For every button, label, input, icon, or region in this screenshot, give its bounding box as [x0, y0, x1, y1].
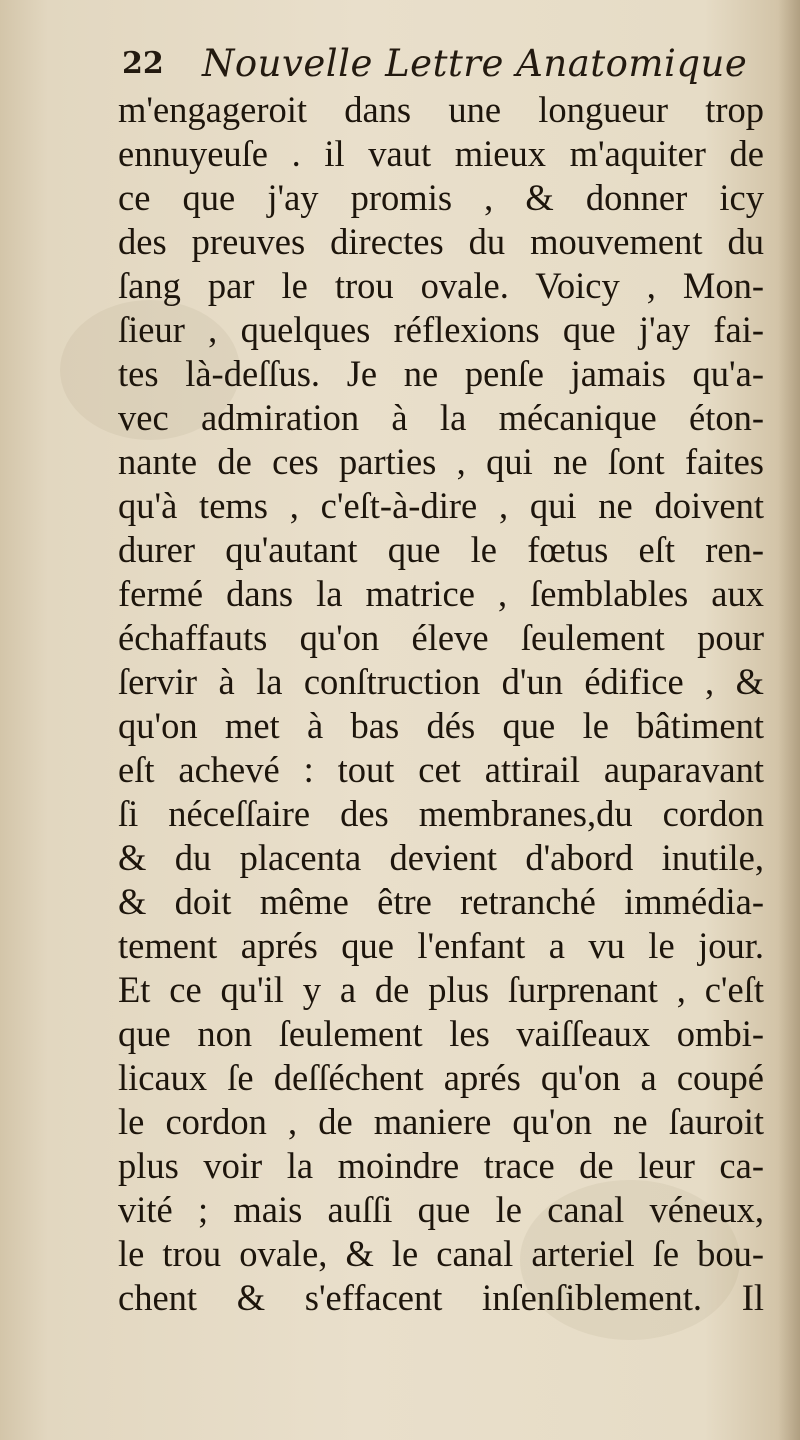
- text-line: vec admiration à la mécanique éton-: [118, 397, 764, 438]
- text-line: plus voir la moindre trace de leur ca-: [118, 1145, 764, 1186]
- text-line: vité ; mais auſſi que le canal véneux,: [118, 1189, 764, 1230]
- text-line: que non ſeulement les vaiſſeaux ombi-: [118, 1013, 764, 1054]
- page-number: 22: [122, 46, 164, 81]
- text-line: échaffauts qu'on éleve ſeulement pour: [118, 617, 764, 658]
- text-line: des preuves directes du mouvement du: [118, 221, 764, 262]
- text-line: ce que j'ay promis , & donner icy: [118, 177, 764, 218]
- text-line: le trou ovale, & le canal arteriel ſe bou-: [118, 1233, 764, 1274]
- text-line: tement aprés que l'enfant a vu le jour.: [118, 925, 764, 966]
- body-text: [118, 88, 764, 1320]
- text-line: ſervir à la conſtruction d'un édifice , &: [118, 661, 764, 702]
- running-title: Nouvelle Lettre Anatomique: [202, 42, 748, 85]
- text-line: ſieur , quelques réflexions que j'ay fai-: [118, 309, 764, 350]
- text-line: durer qu'autant que le fœtus eſt ren-: [118, 529, 764, 570]
- text-line: m'engageroit dans une longueur trop: [118, 89, 764, 130]
- text-line: chent & s'effacent inſenſiblement. Il: [118, 1277, 764, 1318]
- text-line: nante de ces parties , qui ne ſont faites: [118, 441, 764, 482]
- text-line: tes là-deſſus. Je ne penſe jamais qu'a-: [118, 353, 764, 394]
- text-line: ſi néceſſaire des membranes,du cordon: [118, 793, 764, 834]
- text-line: eſt achevé : tout cet attirail auparavant: [118, 749, 764, 790]
- text-line: qu'à tems , c'eſt-à-dire , qui ne doivent: [118, 485, 764, 526]
- text-line: & doit même être retranché immédia-: [118, 881, 764, 922]
- text-line: ſang par le trou ovale. Voicy , Mon-: [118, 265, 764, 306]
- text-line: & du placenta devient d'abord inutile,: [118, 837, 764, 878]
- text-line: Et ce qu'il y a de plus ſurprenant , c'eſt: [118, 969, 764, 1010]
- text-line: qu'on met à bas dés que le bâtiment: [118, 705, 764, 746]
- text-line: le cordon , de maniere qu'on ne ſauroit: [118, 1101, 764, 1142]
- page-header: [122, 42, 762, 92]
- text-line: fermé dans la matrice , ſemblables aux: [118, 573, 764, 614]
- text-line: ennuyeuſe . il vaut mieux m'aquiter de: [118, 133, 764, 174]
- text-line: licaux ſe deſſéchent aprés qu'on a coupé: [118, 1057, 764, 1098]
